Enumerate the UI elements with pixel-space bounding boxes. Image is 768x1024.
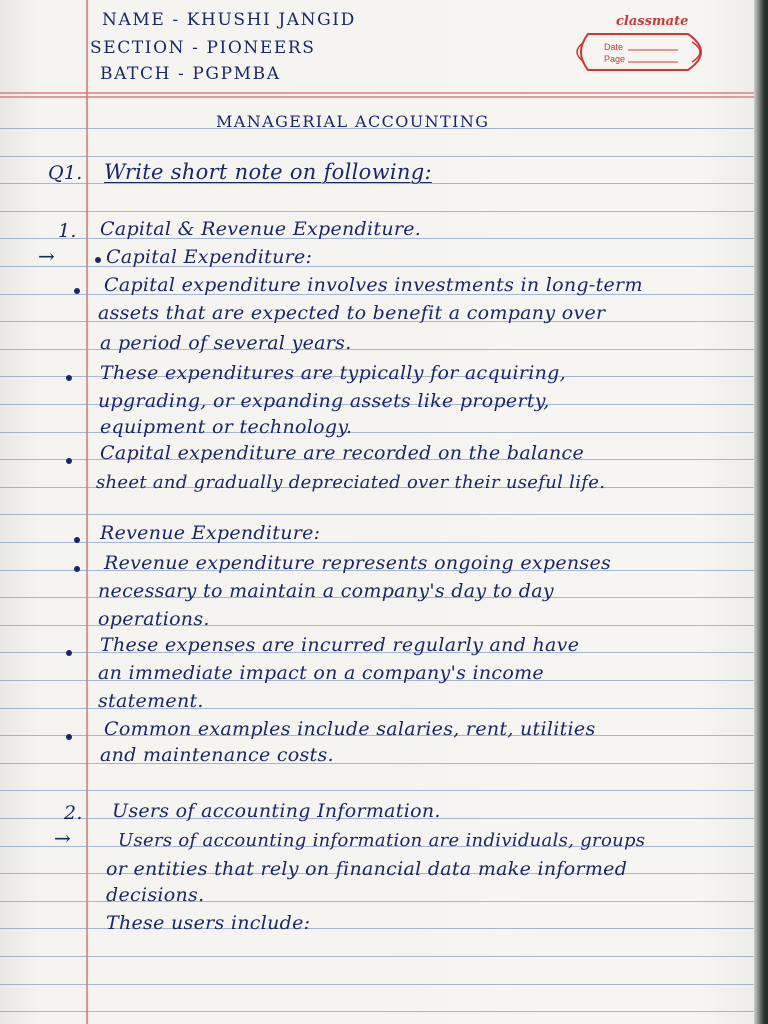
section-2-number: 2. bbox=[64, 802, 83, 824]
bullet-icon bbox=[66, 458, 72, 464]
revex-line-1: Revenue expenditure represents ongoing expenses bbox=[104, 552, 612, 574]
revex-line-2: necessary to maintain a company's day to day bbox=[98, 580, 554, 602]
revex-heading: Revenue Expenditure: bbox=[100, 522, 321, 544]
capex-line-6: equipment or technology. bbox=[100, 416, 353, 438]
date-label: Date bbox=[604, 42, 624, 52]
ruled-line bbox=[0, 984, 754, 985]
capex-heading: Capital Expenditure: bbox=[106, 246, 313, 268]
users-line-3: decisions. bbox=[106, 884, 205, 906]
bullet-icon bbox=[66, 375, 72, 381]
capex-line-5: upgrading, or expanding assets like property, bbox=[98, 390, 550, 412]
capex-line-3: a period of several years. bbox=[100, 332, 352, 354]
ruled-line bbox=[0, 156, 754, 157]
question-number: Q1. bbox=[48, 162, 83, 184]
page-label: Page bbox=[604, 54, 626, 64]
ruled-line bbox=[0, 514, 754, 515]
classmate-badge bbox=[568, 12, 718, 82]
section-line: SECTION - PIONEERS bbox=[90, 38, 316, 58]
name-line: NAME - KHUSHI JANGID bbox=[102, 10, 356, 30]
revex-line-8: and maintenance costs. bbox=[100, 744, 334, 766]
batch-line: BATCH - PGPMBA bbox=[100, 64, 281, 84]
users-line-2: or entities that rely on financial data make informed bbox=[106, 858, 628, 880]
capex-line-2: assets that are expected to benefit a company over bbox=[98, 302, 606, 324]
revex-line-6: statement. bbox=[98, 690, 204, 712]
arrow-icon: → bbox=[38, 244, 55, 268]
capex-line-4: These expenditures are typically for acquiring, bbox=[100, 362, 566, 384]
ruled-line bbox=[0, 1011, 754, 1012]
capex-line-7: Capital expenditure are recorded on the balance bbox=[100, 442, 585, 464]
page-edge bbox=[754, 0, 768, 1024]
bullet-icon bbox=[95, 257, 101, 263]
question-prompt: Write short note on following: bbox=[104, 160, 432, 184]
section-2-title: Users of accounting Information. bbox=[112, 800, 441, 822]
revex-line-3: operations. bbox=[98, 608, 210, 630]
bullet-icon bbox=[74, 537, 80, 543]
section-1-title: Capital & Revenue Expenditure. bbox=[100, 218, 422, 240]
arrow-icon: → bbox=[54, 826, 71, 850]
page-title: MANAGERIAL ACCOUNTING bbox=[216, 112, 490, 131]
revex-line-4: These expenses are incurred regularly and have bbox=[100, 634, 580, 656]
section-1-number: 1. bbox=[58, 220, 77, 242]
ruled-line bbox=[0, 790, 754, 791]
capex-line-8: sheet and gradually depreciated over their useful life. bbox=[96, 472, 606, 493]
users-line-4: These users include: bbox=[106, 912, 311, 934]
ruled-line bbox=[0, 211, 754, 212]
bullet-icon bbox=[66, 734, 72, 740]
ruled-line bbox=[0, 92, 754, 94]
bullet-icon bbox=[74, 566, 80, 572]
revex-line-5: an immediate impact on a company's income bbox=[98, 662, 544, 684]
ruled-line bbox=[0, 96, 754, 98]
revex-line-7: Common examples include salaries, rent, utilities bbox=[104, 718, 596, 740]
bullet-icon bbox=[74, 288, 80, 294]
margin-line bbox=[86, 0, 88, 1024]
ruled-line bbox=[0, 956, 754, 957]
brand-logo: classmate bbox=[616, 14, 689, 29]
bullet-icon bbox=[66, 650, 72, 656]
users-line-1: Users of accounting information are individuals, groups bbox=[118, 830, 646, 851]
capex-line-1: Capital expenditure involves investments in long-term bbox=[104, 274, 643, 296]
